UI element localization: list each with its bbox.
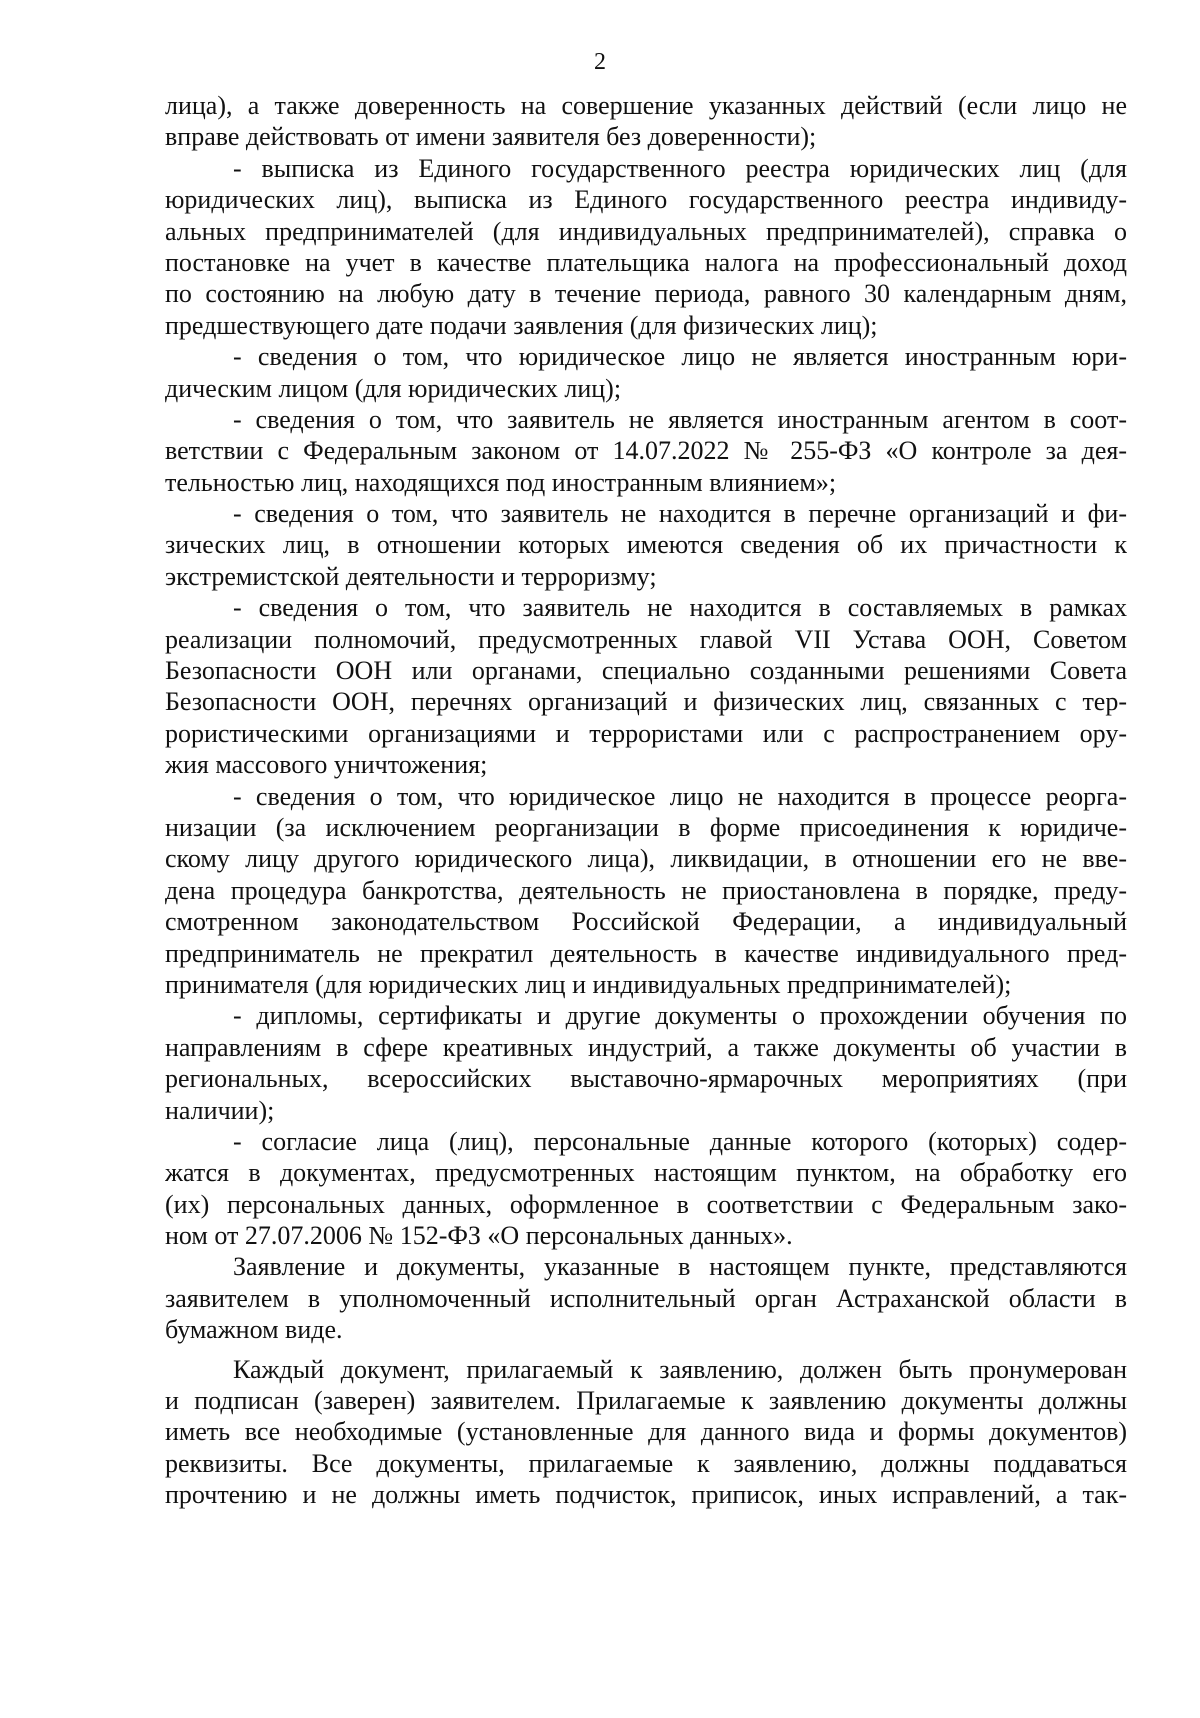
text-line: Заявление и документы, указанные в настоящем пункте, представляются [233,1252,1127,1282]
text-line: - сведения о том, что юридическое лицо не является иностранным юри- [233,342,1127,372]
paragraph-3 [165,341,1127,404]
paragraph-6 [165,592,1127,780]
text-line: рористическими организациями и террористами или с распространением ору- [165,718,1127,748]
text-line: по состоянию на любую дату в течение периода, равного 30 календарным дням, [165,279,1127,309]
text-line: ном от 27.07.2006 № 152-ФЗ «О персональных данных». [165,1221,793,1251]
text-line: предшествующего дате подачи заявления (для физических лиц); [165,310,878,340]
text-line: заявителем в уполномоченный исполнительный орган Астраханской области в [165,1283,1127,1313]
text-line: реквизиты. Все документы, прилагаемые к заявлению, должны поддаваться [165,1448,1127,1478]
text-line: направлениям в сфере креативных индустрий, а также документы об участии в [165,1032,1127,1062]
paragraph-1 [165,90,1127,153]
document-body [165,90,1127,1511]
text-line: региональных, всероссийских выставочно-ярмарочных мероприятиях (при [165,1064,1127,1094]
text-line: ветствии с Федеральным законом от 14.07.2022 № 255-ФЗ «О контроле за дея- [165,436,1127,466]
text-line: зических лиц, в отношении которых имеются сведения об их причастности к [165,530,1127,560]
paragraph-9 [165,1126,1127,1252]
text-line: юридических лиц), выписка из Единого государственного реестра индивиду- [165,185,1127,215]
text-line: реализации полномочий, предусмотренных главой VII Устава ООН, Советом [165,624,1127,654]
text-line: тельностью лиц, находящихся под иностранным влиянием»; [165,467,837,497]
page-number: 2 [594,49,606,75]
text-line: - согласие лица (лиц), персональные данные которого (которых) содер- [233,1126,1127,1156]
text-line: - выписка из Единого государственного реестра юридических лиц (для [233,153,1127,183]
text-line: - дипломы, сертификаты и другие документы о прохождении обучения по [233,1001,1127,1031]
text-line: (их) персональных данных, оформленное в соответствии с Федеральным зако- [165,1189,1127,1219]
text-line: экстремистской деятельности и терроризму; [165,561,657,591]
paragraph-5 [165,498,1127,592]
paragraph-10 [165,1251,1127,1345]
text-line: предприниматель не прекратил деятельность в качестве индивидуального пред- [165,938,1127,968]
text-line: низации (за исключением реорганизации в форме присоединения к юридиче- [165,812,1127,842]
text-line: - сведения о том, что заявитель не находится в составляемых в рамках [233,593,1127,623]
text-line: жия массового уничтожения; [165,750,488,780]
paragraph-8 [165,1000,1127,1126]
paragraph-7 [165,781,1127,1001]
text-line: и подписан (заверен) заявителем. Прилагаемые к заявлению документы должны [165,1386,1127,1416]
text-line: принимателя (для юридических лиц и индивидуальных предпринимателей); [165,969,1012,999]
text-line: лица), а также доверенность на совершение указанных действий (если лицо не [165,91,1127,120]
text-line: прочтению и не должны иметь подчисток, приписок, иных исправлений, а так- [165,1480,1127,1510]
text-line: Безопасности ООН, перечнях организаций и физических лиц, связанных с тер- [165,687,1127,717]
text-line: вправе действовать от имени заявителя без доверенности); [165,122,817,152]
text-line: - сведения о том, что юридическое лицо не находится в процессе реорга- [233,781,1127,811]
text-line: скому лицу другого юридического лица), ликвидации, в отношении его не вве- [165,844,1127,874]
text-line: дена процедура банкротства, деятельность не приостановлена в порядке, преду- [165,875,1127,905]
text-line: постановке на учет в качестве плательщика налога на профессиональный доход [165,247,1127,277]
paragraph-4 [165,404,1127,498]
text-line: - сведения о том, что заявитель не находится в перечне организаций и фи- [233,499,1127,529]
text-line: Каждый документ, прилагаемый к заявлению, должен быть пронумерован [233,1354,1127,1384]
text-line: альных предпринимателей (для индивидуальных предпринимателей), справка о [165,216,1127,246]
text-line: иметь все необходимые (установленные для данного вида и формы документов) [165,1417,1127,1447]
text-line: смотренном законодательством Российской Федерации, а индивидуальный [165,907,1127,937]
text-line: - сведения о том, что заявитель не является иностранным агентом в соот- [233,404,1127,434]
text-line: бумажном виде. [165,1315,343,1345]
text-line: Безопасности ООН или органами, специально созданными решениями Совета [165,656,1127,686]
text-line: дическим лицом (для юридических лиц); [165,373,622,403]
paragraph-2 [165,153,1127,341]
text-line: наличии); [165,1095,275,1125]
paragraph-11 [165,1354,1127,1511]
text-line: жатся в документах, предусмотренных настоящим пунктом, на обработку его [165,1158,1127,1188]
